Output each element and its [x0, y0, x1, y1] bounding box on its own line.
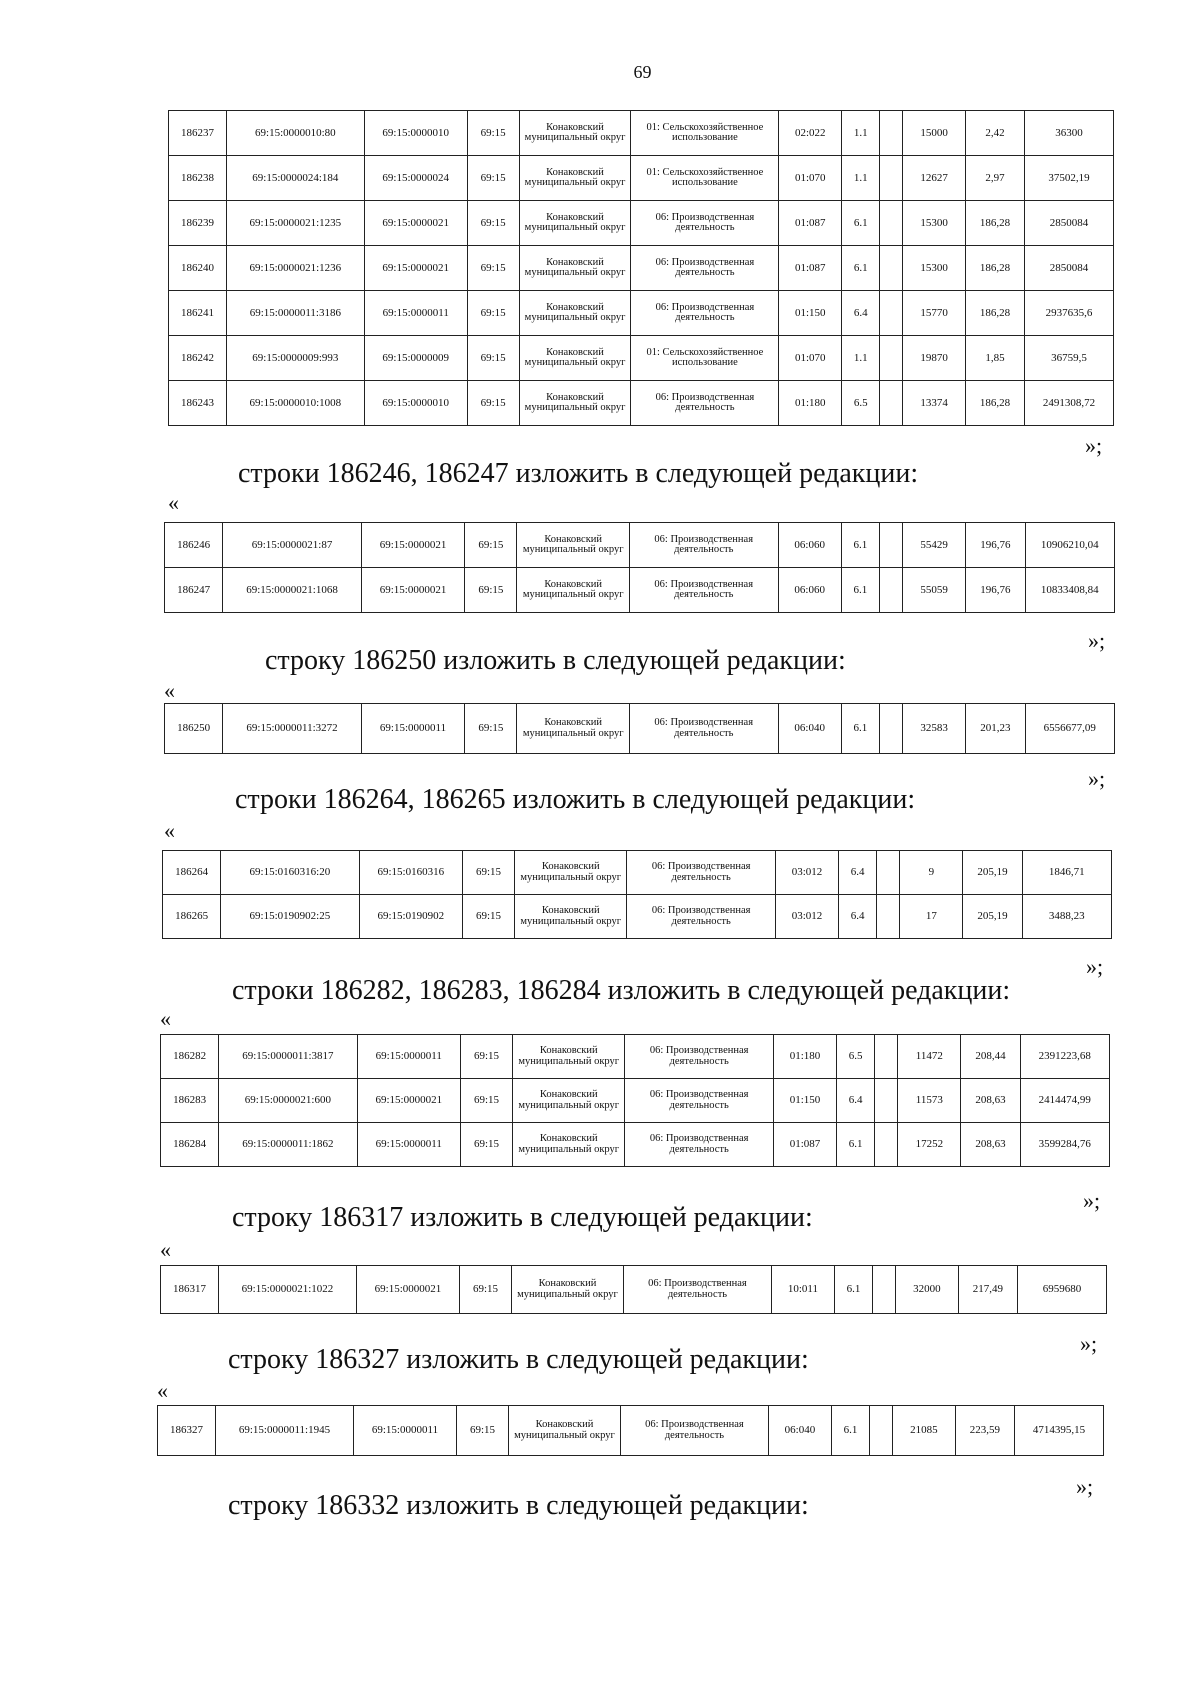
cadastral-quarter-cell: 69:15:0000021: [356, 1266, 459, 1314]
municipality-cell: Конаковский муниципальный округ: [519, 246, 631, 291]
row-number-cell: 186284: [161, 1123, 219, 1167]
table-row: [169, 381, 1114, 426]
area-cell: 17252: [898, 1123, 961, 1167]
land-use-type-cell: 06: Производственная деятельность: [631, 381, 779, 426]
section-heading: строку 186250 изложить в следующей редакции:: [265, 645, 846, 676]
land-use-type-cell: 06: Производственная деятельность: [625, 1123, 773, 1167]
row-number-cell: 186247: [165, 568, 223, 613]
group-code-cell: 6.1: [837, 1123, 875, 1167]
land-use-type-cell: 06: Производственная деятельность: [629, 568, 778, 613]
cadastral-number-cell: 69:15:0000011:1945: [215, 1406, 353, 1456]
land-use-type-cell: 06: Производственная деятельность: [625, 1035, 773, 1079]
district-code-cell: 69:15: [467, 156, 519, 201]
section-heading: строки 186246, 186247 изложить в следующей редакции:: [238, 458, 919, 489]
cadastral-number-cell: 69:15:0000021:1022: [218, 1266, 356, 1314]
area-cell: 15000: [903, 111, 966, 156]
subgroup-code-cell: 01:150: [779, 291, 842, 336]
table-row: [165, 704, 1115, 754]
group-code-cell: 6.1: [841, 523, 879, 568]
cadastral-quarter-cell: 69:15:0000011: [361, 704, 464, 754]
specific-value-cell: 2,97: [966, 156, 1025, 201]
district-code-cell: 69:15: [467, 336, 519, 381]
empty-cell-cell: [877, 895, 900, 939]
district-code-cell: 69:15: [467, 246, 519, 291]
group-code-cell: 6.1: [834, 1266, 872, 1314]
closing-quote: »;: [1080, 1331, 1098, 1356]
cadastral-value-cell: 3599284,76: [1020, 1123, 1109, 1167]
cadastral-number-cell: 69:15:0000021:600: [219, 1079, 357, 1123]
empty-cell-cell: [880, 291, 903, 336]
municipality-cell: Конаковский муниципальный округ: [519, 381, 631, 426]
group-code-cell: 6.1: [842, 246, 880, 291]
cadastral-value-cell: 37502,19: [1025, 156, 1114, 201]
empty-cell-cell: [880, 381, 903, 426]
row-number-cell: 186282: [161, 1035, 219, 1079]
closing-quote: »;: [1076, 1474, 1094, 1499]
row-number-cell: 186317: [161, 1266, 219, 1314]
cadastral-value-cell: 10833408,84: [1025, 568, 1114, 613]
specific-value-cell: 196,76: [966, 568, 1025, 613]
section-heading: строку 186317 изложить в следующей редакции:: [232, 1202, 813, 1233]
subgroup-code-cell: 01:180: [779, 381, 842, 426]
table-row: [169, 201, 1114, 246]
group-code-cell: 6.1: [841, 568, 879, 613]
empty-cell-cell: [879, 523, 902, 568]
subgroup-code-cell: 03:012: [775, 895, 838, 939]
table-row: [161, 1079, 1110, 1123]
district-code-cell: 69:15: [460, 1123, 512, 1167]
section-heading: строку 186327 изложить в следующей редакции:: [228, 1344, 809, 1375]
empty-cell-cell: [875, 1079, 898, 1123]
cadastral-number-cell: 69:15:0000021:1236: [226, 246, 364, 291]
area-cell: 12627: [903, 156, 966, 201]
cadastral-quarter-cell: 69:15:0000021: [364, 201, 467, 246]
specific-value-cell: 217,49: [958, 1266, 1017, 1314]
cadastral-number-cell: 69:15:0000010:1008: [226, 381, 364, 426]
area-cell: 21085: [892, 1406, 955, 1456]
area-cell: 15300: [903, 246, 966, 291]
specific-value-cell: 208,63: [961, 1123, 1020, 1167]
cadastral-value-cell: 6959680: [1017, 1266, 1106, 1314]
area-cell: 32583: [903, 704, 966, 754]
group-code-cell: 1.1: [842, 111, 880, 156]
cadastral-value-cell: 2850084: [1025, 201, 1114, 246]
row-number-cell: 186246: [165, 523, 223, 568]
land-use-type-cell: 06: Производственная деятельность: [623, 1266, 771, 1314]
row-number-cell: 186283: [161, 1079, 219, 1123]
cadastral-number-cell: 69:15:0000011:3272: [223, 704, 362, 754]
cadastral-value-cell: 2391223,68: [1020, 1035, 1109, 1079]
cadastral-value-cell: 2937635,6: [1025, 291, 1114, 336]
land-use-type-cell: 01: Сельскохозяйственное использование: [631, 336, 779, 381]
empty-cell-cell: [875, 1123, 898, 1167]
cadastral-quarter-cell: 69:15:0000021: [361, 568, 464, 613]
group-code-cell: 6.4: [839, 895, 877, 939]
area-cell: 13374: [903, 381, 966, 426]
table-row: [163, 851, 1112, 895]
empty-cell-cell: [880, 201, 903, 246]
area-cell: 19870: [903, 336, 966, 381]
row-number-cell: 186241: [169, 291, 227, 336]
area-cell: 55059: [903, 568, 966, 613]
land-use-type-cell: 06: Производственная деятельность: [627, 851, 775, 895]
land-use-type-cell: 01: Сельскохозяйственное использование: [631, 156, 779, 201]
area-cell: 15300: [903, 201, 966, 246]
table-row: [169, 156, 1114, 201]
cadastral-number-cell: 69:15:0000009:993: [226, 336, 364, 381]
group-code-cell: 6.4: [837, 1079, 875, 1123]
empty-cell-cell: [875, 1035, 898, 1079]
subgroup-code-cell: 06:040: [768, 1406, 831, 1456]
table-row: [161, 1266, 1107, 1314]
group-code-cell: 1.1: [842, 336, 880, 381]
subgroup-code-cell: 06:060: [778, 523, 841, 568]
record-table: [164, 703, 1115, 754]
record-table: [164, 522, 1115, 613]
group-code-cell: 6.4: [839, 851, 877, 895]
group-code-cell: 1.1: [842, 156, 880, 201]
empty-cell-cell: [880, 336, 903, 381]
municipality-cell: Конаковский муниципальный округ: [517, 568, 629, 613]
specific-value-cell: 186,28: [966, 246, 1025, 291]
cadastral-quarter-cell: 69:15:0000021: [361, 523, 464, 568]
table-row: [169, 336, 1114, 381]
cadastral-quarter-cell: 69:15:0000021: [364, 246, 467, 291]
land-use-type-cell: 06: Производственная деятельность: [631, 291, 779, 336]
empty-cell-cell: [877, 851, 900, 895]
land-use-type-cell: 06: Производственная деятельность: [631, 246, 779, 291]
cadastral-quarter-cell: 69:15:0000010: [364, 111, 467, 156]
specific-value-cell: 1,85: [966, 336, 1025, 381]
cadastral-value-cell: 10906210,04: [1025, 523, 1114, 568]
group-code-cell: 6.1: [831, 1406, 869, 1456]
row-number-cell: 186242: [169, 336, 227, 381]
cadastral-value-cell: 2850084: [1025, 246, 1114, 291]
district-code-cell: 69:15: [465, 568, 517, 613]
empty-cell-cell: [880, 111, 903, 156]
district-code-cell: 69:15: [459, 1266, 511, 1314]
specific-value-cell: 186,28: [966, 291, 1025, 336]
subgroup-code-cell: 01:087: [779, 246, 842, 291]
district-code-cell: 69:15: [456, 1406, 508, 1456]
district-code-cell: 69:15: [462, 851, 514, 895]
cadastral-quarter-cell: 69:15:0000011: [353, 1406, 456, 1456]
row-number-cell: 186264: [163, 851, 221, 895]
subgroup-code-cell: 01:150: [773, 1079, 836, 1123]
closing-quote: »;: [1088, 766, 1106, 791]
land-use-type-cell: 06: Производственная деятельность: [631, 201, 779, 246]
municipality-cell: Конаковский муниципальный округ: [519, 156, 631, 201]
subgroup-code-cell: 01:087: [773, 1123, 836, 1167]
specific-value-cell: 205,19: [963, 895, 1022, 939]
table-row: [161, 1123, 1110, 1167]
closing-quote: »;: [1088, 628, 1106, 653]
group-code-cell: 6.4: [842, 291, 880, 336]
cadastral-quarter-cell: 69:15:0000009: [364, 336, 467, 381]
land-use-type-cell: 06: Производственная деятельность: [625, 1079, 773, 1123]
table-row: [169, 111, 1114, 156]
specific-value-cell: 186,28: [966, 381, 1025, 426]
land-use-type-cell: 01: Сельскохозяйственное использование: [631, 111, 779, 156]
specific-value-cell: 201,23: [966, 704, 1025, 754]
specific-value-cell: 2,42: [966, 111, 1025, 156]
opening-quote: «: [164, 818, 175, 843]
area-cell: 11573: [898, 1079, 961, 1123]
closing-quote: »;: [1085, 433, 1103, 458]
district-code-cell: 69:15: [465, 523, 517, 568]
land-use-type-cell: 06: Производственная деятельность: [629, 704, 778, 754]
cadastral-number-cell: 69:15:0190902:25: [221, 895, 359, 939]
cadastral-quarter-cell: 69:15:0160316: [359, 851, 462, 895]
opening-quote: «: [168, 490, 179, 515]
group-code-cell: 6.5: [837, 1035, 875, 1079]
empty-cell-cell: [879, 568, 902, 613]
cadastral-quarter-cell: 69:15:0000011: [364, 291, 467, 336]
row-number-cell: 186237: [169, 111, 227, 156]
table-row: [158, 1406, 1104, 1456]
table-row: [165, 523, 1115, 568]
district-code-cell: 69:15: [467, 381, 519, 426]
municipality-cell: Конаковский муниципальный округ: [513, 1123, 625, 1167]
cadastral-value-cell: 2414474,99: [1020, 1079, 1109, 1123]
cadastral-number-cell: 69:15:0000011:3186: [226, 291, 364, 336]
cadastral-quarter-cell: 69:15:0000011: [357, 1035, 460, 1079]
subgroup-code-cell: 03:012: [775, 851, 838, 895]
cadastral-value-cell: 3488,23: [1022, 895, 1111, 939]
cadastral-quarter-cell: 69:15:0190902: [359, 895, 462, 939]
record-table: [168, 110, 1114, 426]
cadastral-number-cell: 69:15:0000021:1235: [226, 201, 364, 246]
district-code-cell: 69:15: [467, 201, 519, 246]
empty-cell-cell: [872, 1266, 895, 1314]
district-code-cell: 69:15: [462, 895, 514, 939]
group-code-cell: 6.5: [842, 381, 880, 426]
area-cell: 32000: [895, 1266, 958, 1314]
section-heading: строки 186282, 186283, 186284 изложить в следующей редакции:: [232, 975, 1011, 1006]
area-cell: 15770: [903, 291, 966, 336]
row-number-cell: 186265: [163, 895, 221, 939]
cadastral-quarter-cell: 69:15:0000010: [364, 381, 467, 426]
cadastral-number-cell: 69:15:0000024:184: [226, 156, 364, 201]
section-heading: строки 186264, 186265 изложить в следующей редакции:: [235, 784, 916, 815]
municipality-cell: Конаковский муниципальный округ: [511, 1266, 623, 1314]
row-number-cell: 186243: [169, 381, 227, 426]
specific-value-cell: 186,28: [966, 201, 1025, 246]
table-row: [169, 246, 1114, 291]
record-table: [160, 1034, 1110, 1167]
district-code-cell: 69:15: [465, 704, 517, 754]
specific-value-cell: 196,76: [966, 523, 1025, 568]
empty-cell-cell: [880, 246, 903, 291]
municipality-cell: Конаковский муниципальный округ: [515, 851, 627, 895]
municipality-cell: Конаковский муниципальный округ: [515, 895, 627, 939]
district-code-cell: 69:15: [460, 1079, 512, 1123]
closing-quote: »;: [1086, 954, 1104, 979]
record-table: [162, 850, 1112, 939]
land-use-type-cell: 06: Производственная деятельность: [627, 895, 775, 939]
subgroup-code-cell: 01:070: [779, 156, 842, 201]
specific-value-cell: 208,63: [961, 1079, 1020, 1123]
specific-value-cell: 205,19: [963, 851, 1022, 895]
group-code-cell: 6.1: [841, 704, 879, 754]
cadastral-value-cell: 36759,5: [1025, 336, 1114, 381]
subgroup-code-cell: 01:180: [773, 1035, 836, 1079]
district-code-cell: 69:15: [460, 1035, 512, 1079]
cadastral-value-cell: 6556677,09: [1025, 704, 1114, 754]
cadastral-number-cell: 69:15:0000011:1862: [219, 1123, 357, 1167]
cadastral-value-cell: 36300: [1025, 111, 1114, 156]
district-code-cell: 69:15: [467, 291, 519, 336]
subgroup-code-cell: 06:040: [778, 704, 841, 754]
opening-quote: «: [160, 1237, 171, 1262]
empty-cell-cell: [879, 704, 902, 754]
municipality-cell: Конаковский муниципальный округ: [519, 336, 631, 381]
municipality-cell: Конаковский муниципальный округ: [508, 1406, 620, 1456]
cadastral-number-cell: 69:15:0000010:80: [226, 111, 364, 156]
municipality-cell: Конаковский муниципальный округ: [519, 201, 631, 246]
row-number-cell: 186240: [169, 246, 227, 291]
municipality-cell: Конаковский муниципальный округ: [513, 1079, 625, 1123]
area-cell: 55429: [903, 523, 966, 568]
cadastral-value-cell: 1846,71: [1022, 851, 1111, 895]
municipality-cell: Конаковский муниципальный округ: [517, 704, 629, 754]
cadastral-value-cell: 4714395,15: [1014, 1406, 1103, 1456]
cadastral-quarter-cell: 69:15:0000011: [357, 1123, 460, 1167]
row-number-cell: 186327: [158, 1406, 216, 1456]
section-heading: строку 186332 изложить в следующей редакции:: [228, 1490, 809, 1521]
cadastral-value-cell: 2491308,72: [1025, 381, 1114, 426]
row-number-cell: 186250: [165, 704, 223, 754]
municipality-cell: Конаковский муниципальный округ: [519, 291, 631, 336]
row-number-cell: 186238: [169, 156, 227, 201]
area-cell: 17: [900, 895, 963, 939]
opening-quote: «: [157, 1378, 168, 1403]
empty-cell-cell: [880, 156, 903, 201]
subgroup-code-cell: 01:087: [779, 201, 842, 246]
subgroup-code-cell: 10:011: [771, 1266, 834, 1314]
page-number: 69: [633, 62, 652, 82]
district-code-cell: 69:15: [467, 111, 519, 156]
cadastral-quarter-cell: 69:15:0000024: [364, 156, 467, 201]
land-use-type-cell: 06: Производственная деятельность: [620, 1406, 768, 1456]
subgroup-code-cell: 02:022: [779, 111, 842, 156]
municipality-cell: Конаковский муниципальный округ: [519, 111, 631, 156]
cadastral-quarter-cell: 69:15:0000021: [357, 1079, 460, 1123]
record-table: [157, 1405, 1104, 1456]
cadastral-number-cell: 69:15:0000011:3817: [219, 1035, 357, 1079]
subgroup-code-cell: 06:060: [778, 568, 841, 613]
opening-quote: «: [164, 678, 175, 703]
record-table: [160, 1265, 1107, 1314]
row-number-cell: 186239: [169, 201, 227, 246]
opening-quote: «: [160, 1006, 171, 1031]
cadastral-number-cell: 69:15:0000021:1068: [223, 568, 362, 613]
land-use-type-cell: 06: Производственная деятельность: [629, 523, 778, 568]
empty-cell-cell: [869, 1406, 892, 1456]
cadastral-number-cell: 69:15:0160316:20: [221, 851, 359, 895]
table-row: [169, 291, 1114, 336]
subgroup-code-cell: 01:070: [779, 336, 842, 381]
specific-value-cell: 223,59: [955, 1406, 1014, 1456]
table-row: [163, 895, 1112, 939]
municipality-cell: Конаковский муниципальный округ: [513, 1035, 625, 1079]
closing-quote: »;: [1083, 1188, 1101, 1213]
specific-value-cell: 208,44: [961, 1035, 1020, 1079]
area-cell: 11472: [898, 1035, 961, 1079]
table-row: [161, 1035, 1110, 1079]
cadastral-number-cell: 69:15:0000021:87: [223, 523, 362, 568]
municipality-cell: Конаковский муниципальный округ: [517, 523, 629, 568]
table-row: [165, 568, 1115, 613]
group-code-cell: 6.1: [842, 201, 880, 246]
area-cell: 9: [900, 851, 963, 895]
